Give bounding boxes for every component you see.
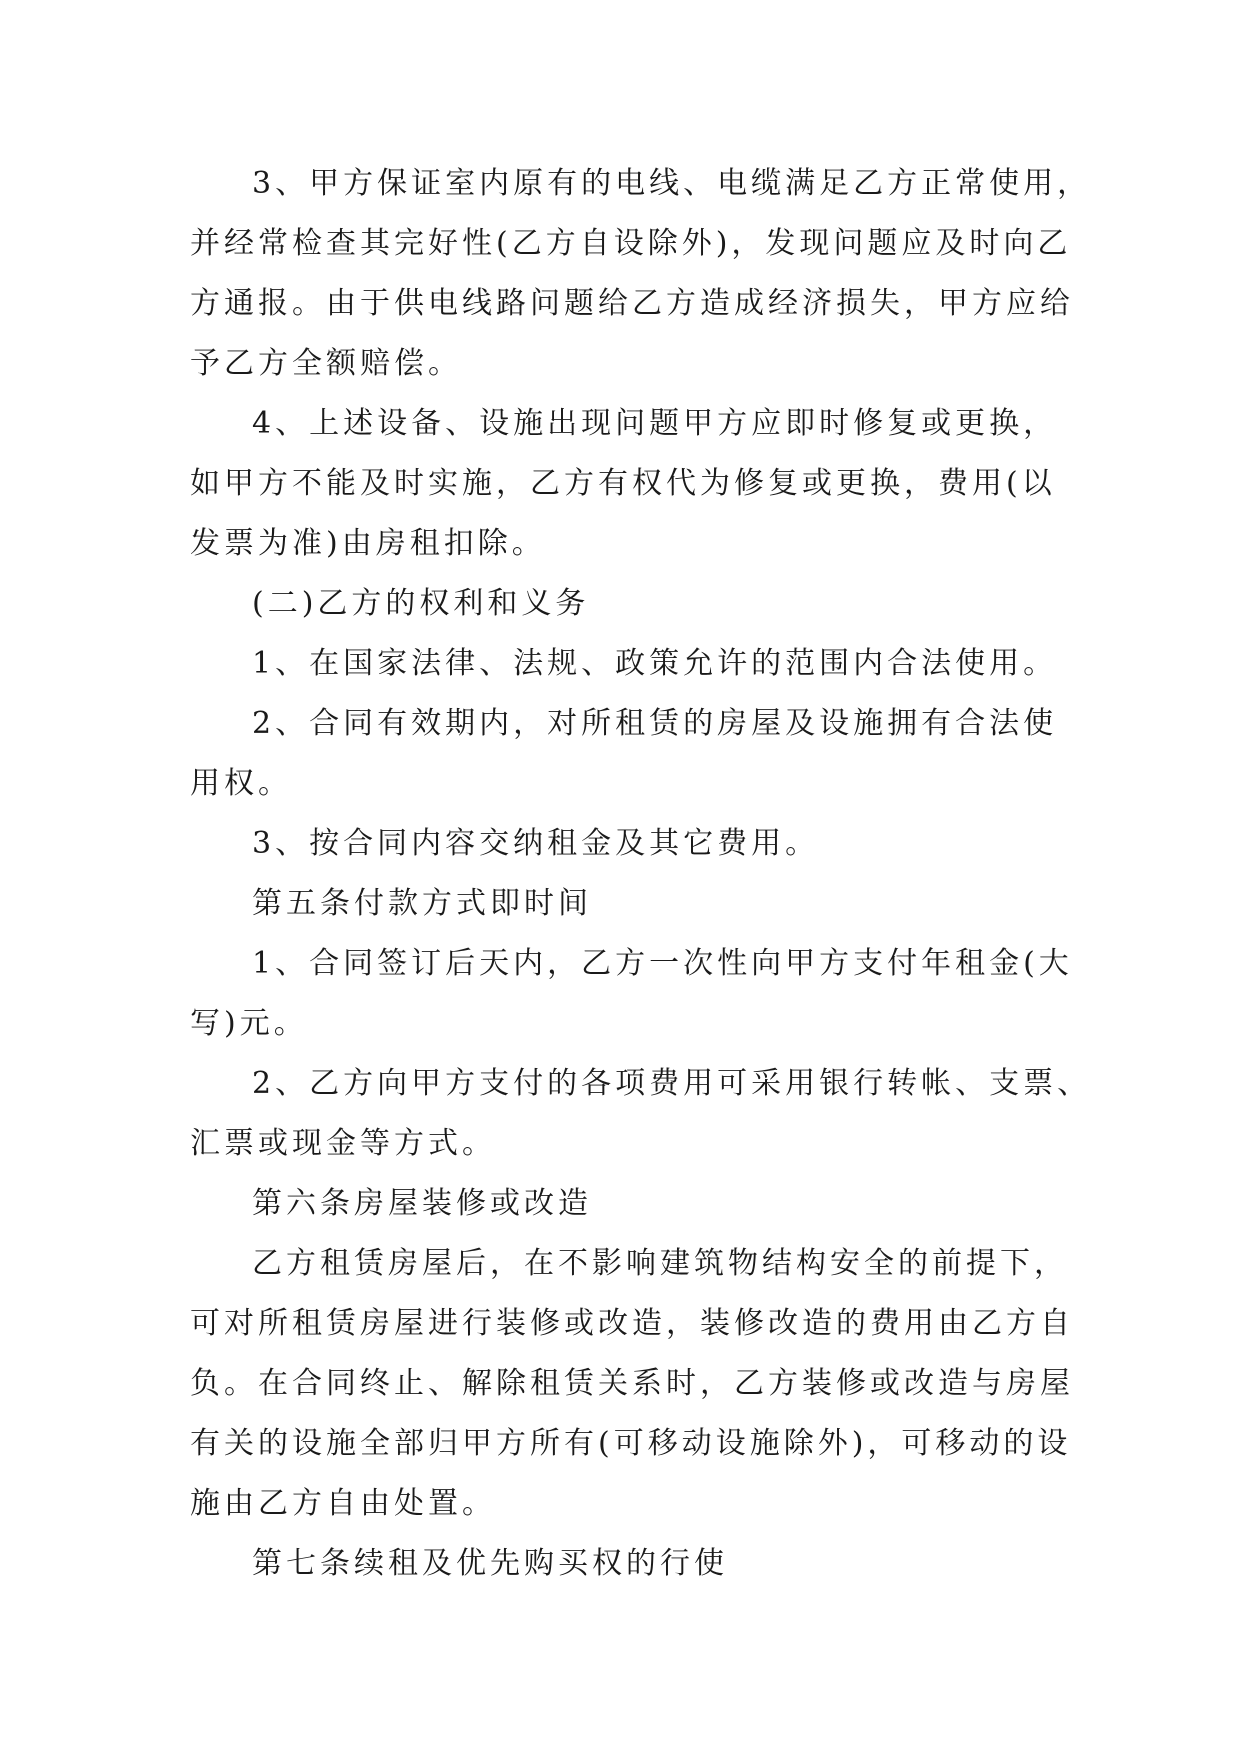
article-7-heading: 第七条续租及优先购买权的行使 (252, 1546, 728, 1581)
article-6-para-line-3: 负。在合同终止、解除租赁关系时，乙方装修或改造与房屋 (190, 1366, 1074, 1401)
clause-4-repair-line-1: 4、上述设备、设施出现问题甲方应即时修复或更换， (252, 406, 1058, 441)
article-5-item-2-line-2: 汇票或现金等方式。 (190, 1126, 496, 1161)
clause-3-power-line-1: 3、甲方保证室内原有的电线、电缆满足乙方正常使用， (252, 166, 1092, 201)
clause-3-power-line-2: 并经常检查其完好性(乙方自设除外)，发现问题应及时向乙 (190, 226, 1072, 261)
clause-3-power-line-3: 方通报。由于供电线路问题给乙方造成经济损失，甲方应给 (190, 286, 1074, 321)
party-b-item-1: 1、在国家法律、法规、政策允许的范围内合法使用。 (252, 646, 1058, 681)
article-5-item-2-line-1: 2、乙方向甲方支付的各项费用可采用银行转帐、支票、 (252, 1066, 1092, 1101)
party-b-item-2-line-1: 2、合同有效期内，对所租赁的房屋及设施拥有合法使 (252, 706, 1058, 741)
article-6-para-line-1: 乙方租赁房屋后，在不影响建筑物结构安全的前提下， (252, 1246, 1068, 1281)
clause-3-power-line-4: 予乙方全额赔偿。 (190, 346, 462, 381)
article-5-heading: 第五条付款方式即时间 (252, 886, 592, 921)
article-5-item-1-line-2: 写)元。 (190, 1006, 308, 1041)
article-6-para-line-4: 有关的设施全部归甲方所有(可移动设施除外)，可移动的设 (190, 1426, 1072, 1461)
article-6-para-line-5: 施由乙方自由处置。 (190, 1486, 496, 1521)
article-5-item-1-line-1: 1、合同签订后天内，乙方一次性向甲方支付年租金(大 (252, 946, 1073, 981)
article-6-heading: 第六条房屋装修或改造 (252, 1186, 592, 1221)
party-b-item-2-line-2: 用权。 (190, 766, 292, 801)
section-heading-party-b-rights: (二)乙方的权利和义务 (252, 586, 590, 621)
article-6-para-line-2: 可对所租赁房屋进行装修或改造，装修改造的费用由乙方自 (190, 1306, 1074, 1341)
clause-4-repair-line-2: 如甲方不能及时实施，乙方有权代为修复或更换，费用(以 (190, 466, 1056, 501)
clause-4-repair-line-3: 发票为准)由房租扣除。 (190, 526, 546, 561)
party-b-item-3: 3、按合同内容交纳租金及其它费用。 (252, 826, 820, 861)
